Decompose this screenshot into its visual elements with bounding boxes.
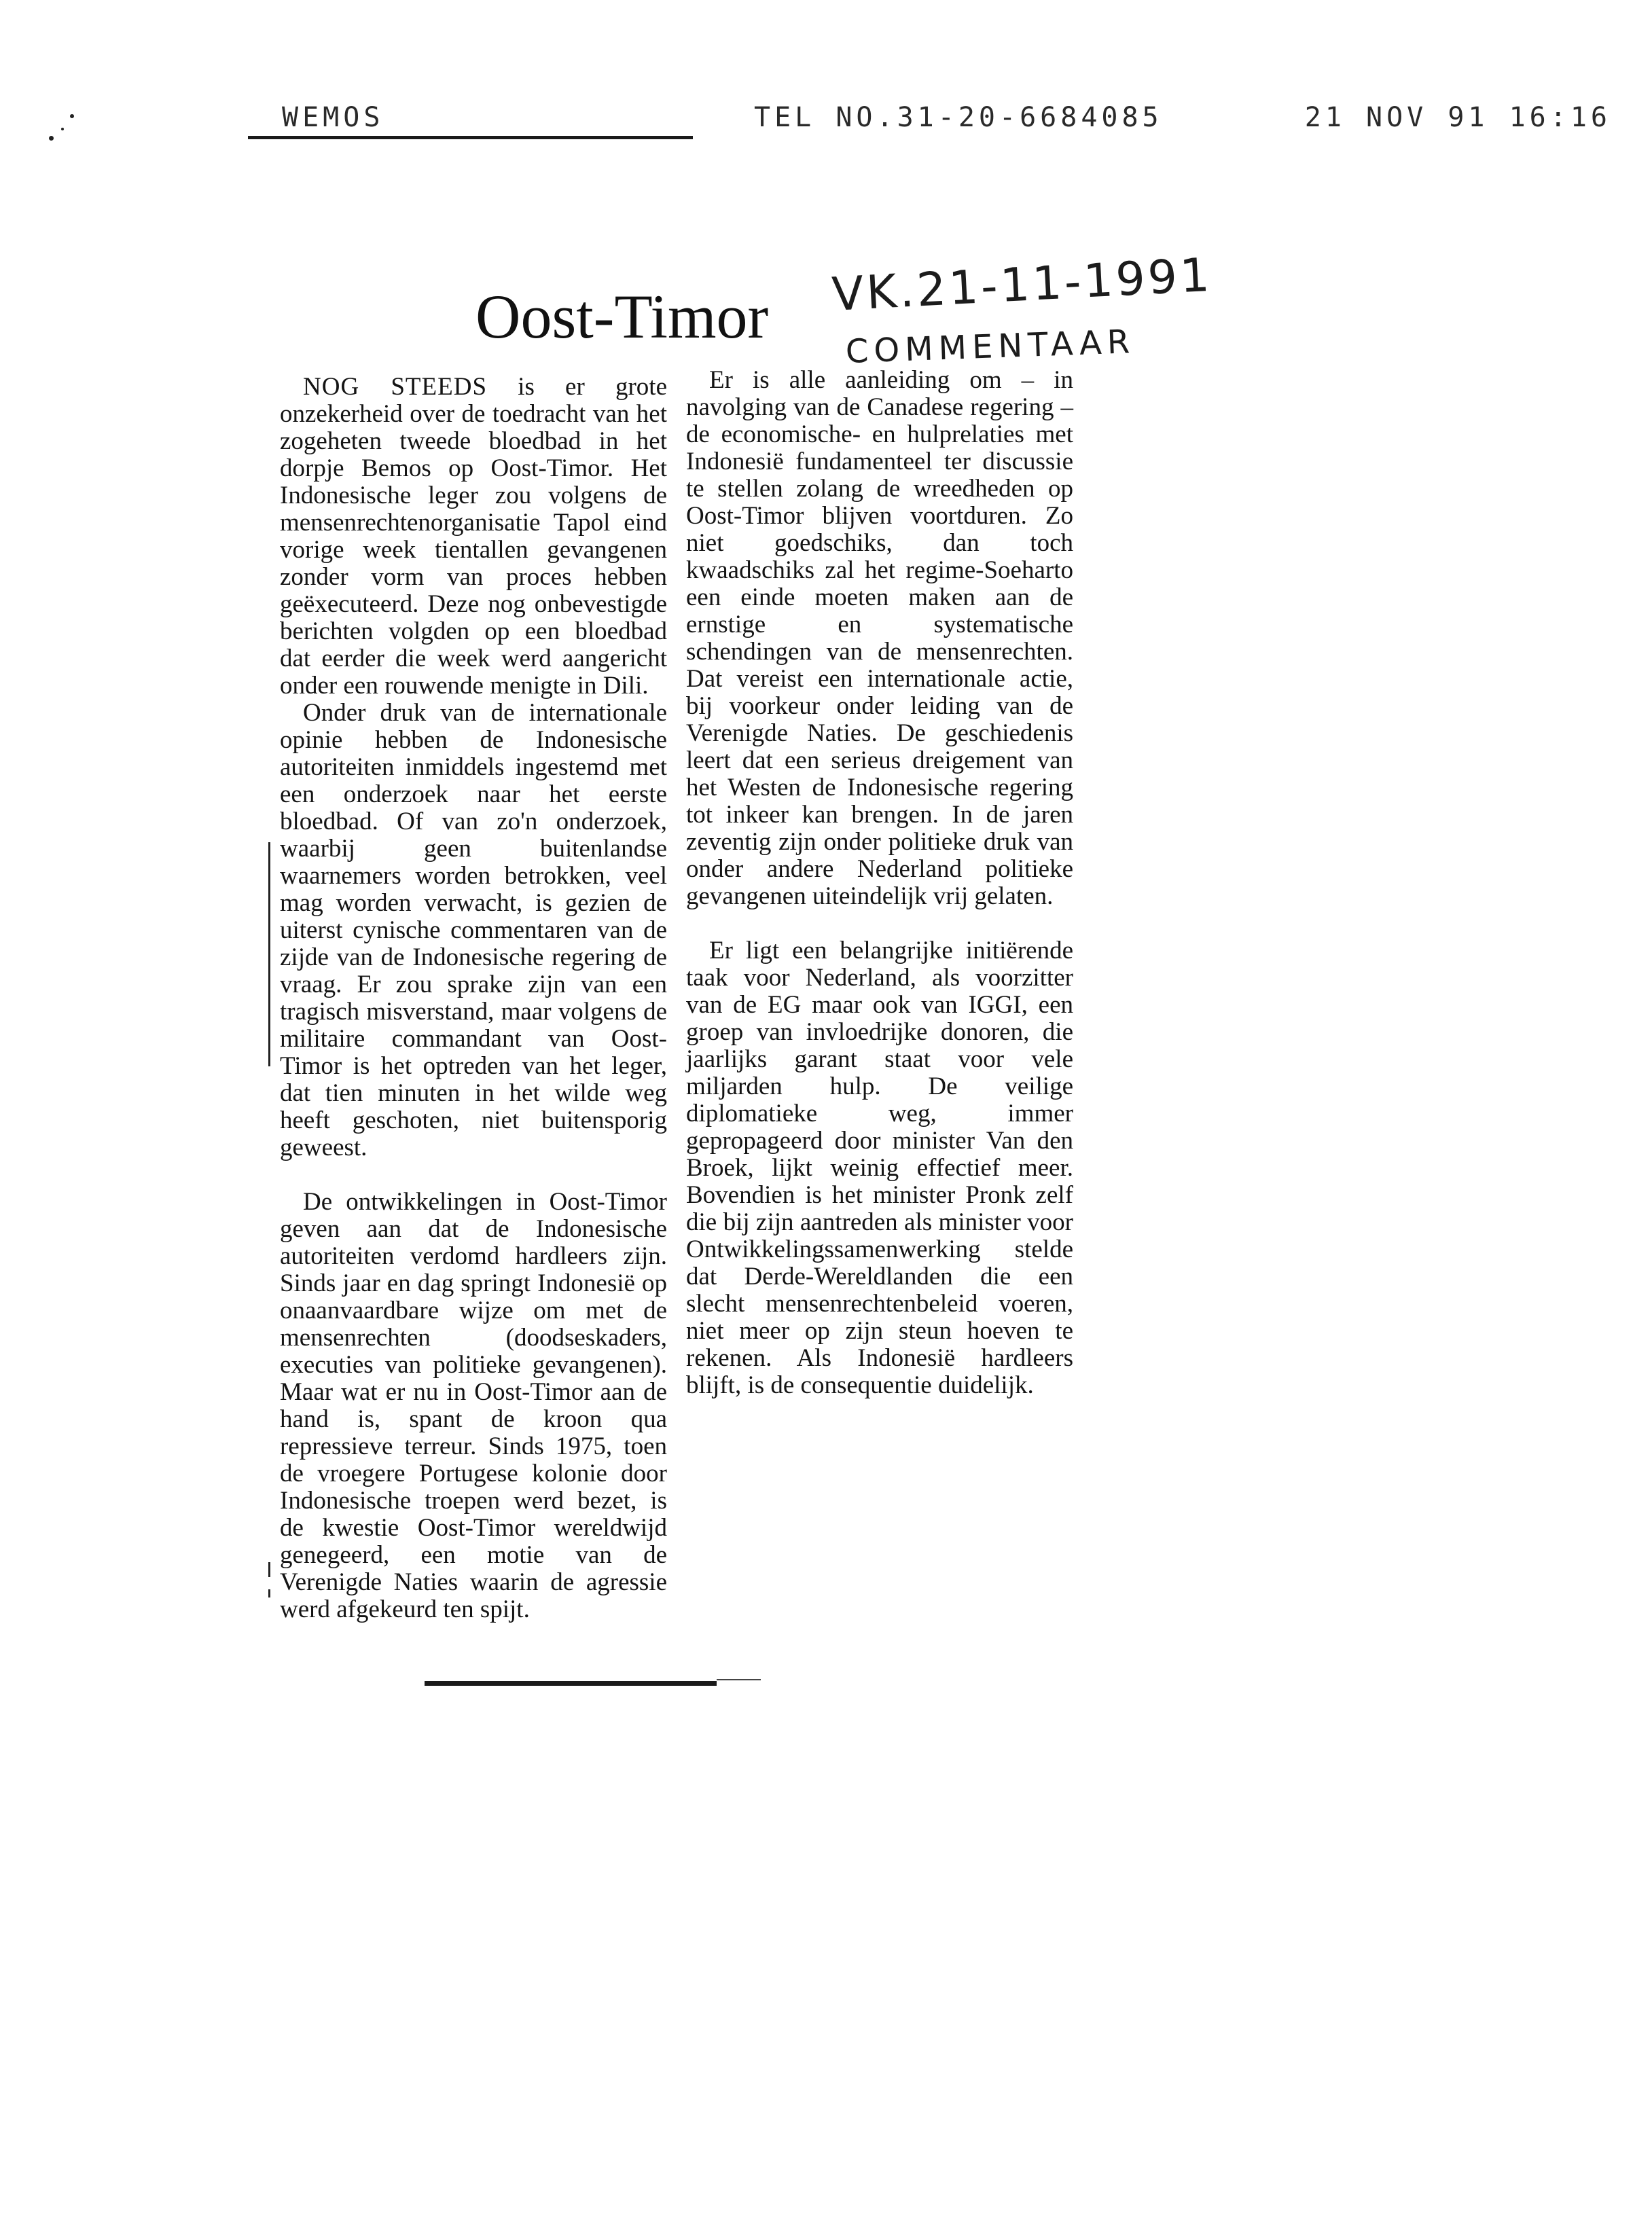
margin-mark [268, 1562, 270, 1577]
article-paragraph: Er is alle aanleiding om – in navolging van de Canadese regering – de economische- en hulprelaties met Indonesië fundamenteel ter discussie te stellen zolang de wreedheden op Oost-Timor blijven voortduren. Zo niet goedschiks, dan toch kwaadschiks zal het regime-Soeharto een einde moeten maken aan de ernstige en systematische schendingen van de mensenrechten. Dat vereist een internationale actie, bij voorkeur onder leiding van de Verenigde Naties. De geschiedenis leert dat een serieus dreigement van het Westen de Indonesische regering tot inkeer kan brengen. In de jaren zeventig zijn onder politieke druk van onder andere Nederland politieke gevangenen uiteindelijk vrij gelaten. [686, 366, 1073, 910]
article-paragraph: Onder druk van de internationale opinie hebben de Indonesische autoriteiten inmiddels ingestemd met een onderzoek naar het eerste bloedbad. Of van zo'n onderzoek, waarbij geen buitenlandse waarnemers worden betrokken, veel mag worden verwacht, is gezien de uiterst cynische commentaren van de zijde van de Indonesische regering de vraag. Er zou sprake zijn van een tragisch misverstand, maar volgens de militaire commandant van Oost-Timor is het optreden van het leger, dat tien minuten in het wilde weg heeft geschoten, niet buitensporig geweest. [280, 699, 667, 1161]
margin-mark [268, 842, 270, 1066]
fax-datetime: 21 NOV 91 16:16 [1304, 102, 1611, 133]
scan-speck [70, 114, 74, 118]
article-column-left [280, 374, 667, 1623]
article-paragraph: Er ligt een belangrijke initiërende taak voor Nederland, als voorzitter van de EG maar ook van IGGI, een groep van invloedrijke donoren, die jaarlijks garant staat voor vele miljarden hulp. De veilige diplomatieke weg, immer gepropageerd door minister Van den Broek, lijkt weinig effectief meer. Bovendien is het minister Pronk zelf die bij zijn aantreden als minister voor Ontwikkelingssamenwerking stelde dat Derde-Wereldlanden die een slecht mensenrechtenbeleid voeren, niet meer op zijn steun hoeven te rekenen. Als Indonesië hardleers blijft, is de consequentie duidelijk. [686, 937, 1073, 1399]
bottom-rule [425, 1681, 717, 1686]
scan-speck [49, 136, 54, 141]
fax-telephone: TEL NO.31-20-6684085 [754, 102, 1163, 133]
handwritten-section-note: COMMENTAAR [845, 323, 1136, 371]
article-paragraph: De ontwikkelingen in Oost-Timor geven aan dat de Indonesische autoriteiten verdomd hardleers zijn. Sinds jaar en dag springt Indonesië op onaanvaardbare wijze om met de mensenrechten (doodseskaders, executies van politieke gevangenen). Maar wat er nu in Oost-Timor aan de hand is, spant de kroon qua repressieve terreur. Sinds 1975, toen de vroegere Portugese kolonie door Indonesische troepen werd bezet, is de kwestie Oost-Timor wereldwijd genegeerd, een motie van de Verenigde Naties waarin de agressie werd afgekeurd ten spijt. [280, 1188, 667, 1623]
article-column-right [686, 367, 1073, 1399]
handwritten-date-note: VK.21-11-1991 [830, 248, 1214, 322]
margin-mark [268, 1589, 270, 1597]
article-title: Oost-Timor [475, 282, 769, 351]
fax-sender: WEMOS [282, 102, 384, 133]
scan-speck [61, 128, 64, 130]
bottom-rule-extension [717, 1679, 761, 1680]
article-paragraph [280, 374, 667, 700]
header-rule [248, 136, 693, 139]
article-lead: NOG STEEDS [303, 373, 488, 401]
article-paragraph-1-text: is er grote onzekerheid over de toedracht van het zogeheten tweede bloedbad in het dorpje Bemos op Oost-Timor. Het Indonesische leger zou volgens de mensenrechtenorganisatie Tapol eind vorige week tientallen gevangenen zonder vorm van proces hebben geëxecuteerd. Deze nog onbevestigde berichten volgden op een bloedbad dat eerder die week werd aangericht onder een rouwende menigte in Dili. [280, 373, 667, 700]
